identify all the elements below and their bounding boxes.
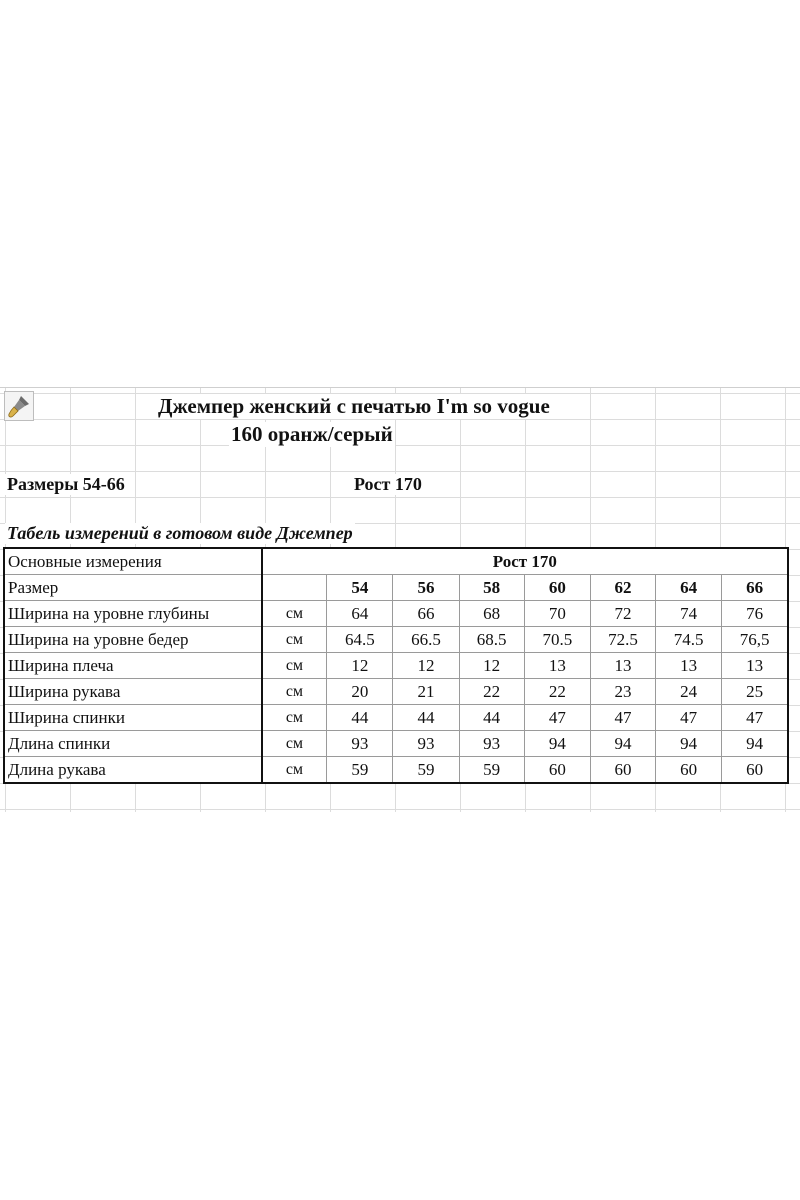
measurement-value: 25 bbox=[722, 679, 788, 705]
measurement-value: 72 bbox=[590, 601, 655, 627]
size-row bbox=[4, 575, 788, 601]
measurement-value: 74.5 bbox=[656, 627, 722, 653]
measurement-value: 44 bbox=[459, 705, 524, 731]
measurement-name: Длина рукава bbox=[4, 757, 262, 784]
measurement-value: 60 bbox=[590, 757, 655, 784]
table-row bbox=[4, 757, 788, 784]
table-row bbox=[4, 627, 788, 653]
measurement-value: 94 bbox=[524, 731, 590, 757]
measurement-value: 94 bbox=[722, 731, 788, 757]
size-row-label: Размер bbox=[4, 575, 262, 601]
measurement-value: 21 bbox=[393, 679, 459, 705]
measurement-value: 44 bbox=[393, 705, 459, 731]
measurement-unit: см bbox=[262, 757, 327, 784]
measurement-value: 93 bbox=[393, 731, 459, 757]
measurement-value: 44 bbox=[327, 705, 393, 731]
sheet-top-edge bbox=[0, 387, 800, 388]
measurement-value: 64 bbox=[327, 601, 393, 627]
measurement-value: 64.5 bbox=[327, 627, 393, 653]
size-cell: 54 bbox=[327, 575, 393, 601]
table-row bbox=[4, 653, 788, 679]
sizes-range-label: Размеры 54-66 bbox=[7, 474, 125, 494]
measurement-unit: см bbox=[262, 679, 327, 705]
size-cell: 64 bbox=[656, 575, 722, 601]
measurement-name: Ширина спинки bbox=[4, 705, 262, 731]
measurement-value: 93 bbox=[459, 731, 524, 757]
measurement-name: Длина спинки bbox=[4, 731, 262, 757]
measurement-value: 66.5 bbox=[393, 627, 459, 653]
measurement-unit: см bbox=[262, 627, 327, 653]
table-row bbox=[4, 705, 788, 731]
measurement-value: 60 bbox=[722, 757, 788, 784]
table-header-row bbox=[4, 548, 788, 575]
measurement-value: 59 bbox=[459, 757, 524, 784]
measurement-value: 74 bbox=[656, 601, 722, 627]
measurement-value: 47 bbox=[524, 705, 590, 731]
measurement-value: 94 bbox=[590, 731, 655, 757]
size-cell: 58 bbox=[459, 575, 524, 601]
size-cell: 62 bbox=[590, 575, 655, 601]
measurement-unit: см bbox=[262, 653, 327, 679]
measurement-value: 70 bbox=[524, 601, 590, 627]
measurement-value: 13 bbox=[656, 653, 722, 679]
measurement-value: 93 bbox=[327, 731, 393, 757]
measurement-unit: см bbox=[262, 601, 327, 627]
table-caption: Табель измерений в готовом виде Джемпер bbox=[7, 523, 353, 543]
size-row-unit-cell bbox=[262, 575, 327, 601]
measurement-value: 76,5 bbox=[722, 627, 788, 653]
height-label: Рост 170 bbox=[354, 474, 422, 494]
measurement-value: 68.5 bbox=[459, 627, 524, 653]
size-cell: 66 bbox=[722, 575, 788, 601]
measurement-value: 12 bbox=[393, 653, 459, 679]
measurement-unit: см bbox=[262, 705, 327, 731]
measurement-value: 47 bbox=[590, 705, 655, 731]
measurement-value: 24 bbox=[656, 679, 722, 705]
measurement-value: 60 bbox=[656, 757, 722, 784]
measurement-value: 13 bbox=[722, 653, 788, 679]
table-row bbox=[4, 679, 788, 705]
size-cell: 60 bbox=[524, 575, 590, 601]
measurements-table bbox=[3, 547, 789, 784]
measurement-value: 13 bbox=[590, 653, 655, 679]
measurement-name: Ширина на уровне бедер bbox=[4, 627, 262, 653]
measurement-value: 59 bbox=[327, 757, 393, 784]
header-label-cell: Основные измерения bbox=[4, 548, 262, 575]
measurement-value: 94 bbox=[656, 731, 722, 757]
measurement-value: 23 bbox=[590, 679, 655, 705]
paintbrush-icon bbox=[4, 391, 34, 421]
measurement-value: 76 bbox=[722, 601, 788, 627]
table-row bbox=[4, 731, 788, 757]
measurement-name: Ширина плеча bbox=[4, 653, 262, 679]
measurement-value: 68 bbox=[459, 601, 524, 627]
measurement-value: 59 bbox=[393, 757, 459, 784]
product-subtitle: 160 оранж/серый bbox=[231, 422, 393, 446]
measurement-value: 22 bbox=[459, 679, 524, 705]
size-cell: 56 bbox=[393, 575, 459, 601]
product-title: Джемпер женский с печатью I'm so vogue bbox=[158, 394, 550, 418]
measurement-value: 12 bbox=[327, 653, 393, 679]
measurement-value: 66 bbox=[393, 601, 459, 627]
measurement-value: 47 bbox=[722, 705, 788, 731]
measurement-value: 70.5 bbox=[524, 627, 590, 653]
measurement-value: 12 bbox=[459, 653, 524, 679]
measurement-name: Ширина рукава bbox=[4, 679, 262, 705]
measurement-value: 47 bbox=[656, 705, 722, 731]
table-row bbox=[4, 601, 788, 627]
measurement-value: 60 bbox=[524, 757, 590, 784]
header-height-cell: Рост 170 bbox=[262, 548, 788, 575]
measurement-value: 13 bbox=[524, 653, 590, 679]
measurement-value: 22 bbox=[524, 679, 590, 705]
measurement-name: Ширина на уровне глубины bbox=[4, 601, 262, 627]
measurement-unit: см bbox=[262, 731, 327, 757]
measurement-value: 20 bbox=[327, 679, 393, 705]
measurement-value: 72.5 bbox=[590, 627, 655, 653]
